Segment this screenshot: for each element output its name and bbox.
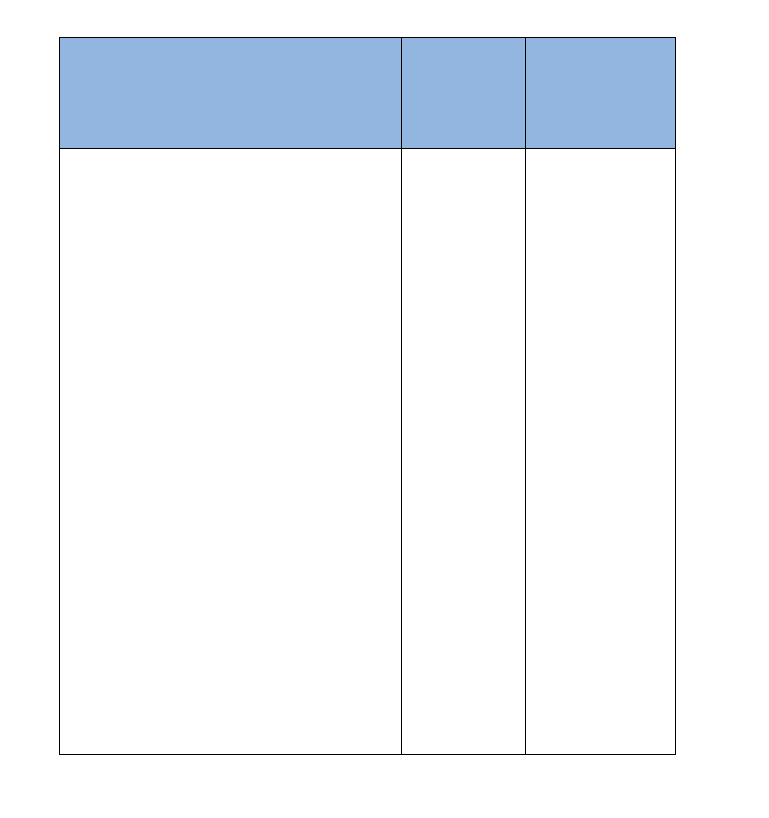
header-divider [60, 148, 675, 149]
column-divider [401, 38, 402, 754]
covid-characteristics-table [59, 37, 676, 755]
column-divider [525, 38, 526, 754]
table-header [60, 38, 675, 148]
